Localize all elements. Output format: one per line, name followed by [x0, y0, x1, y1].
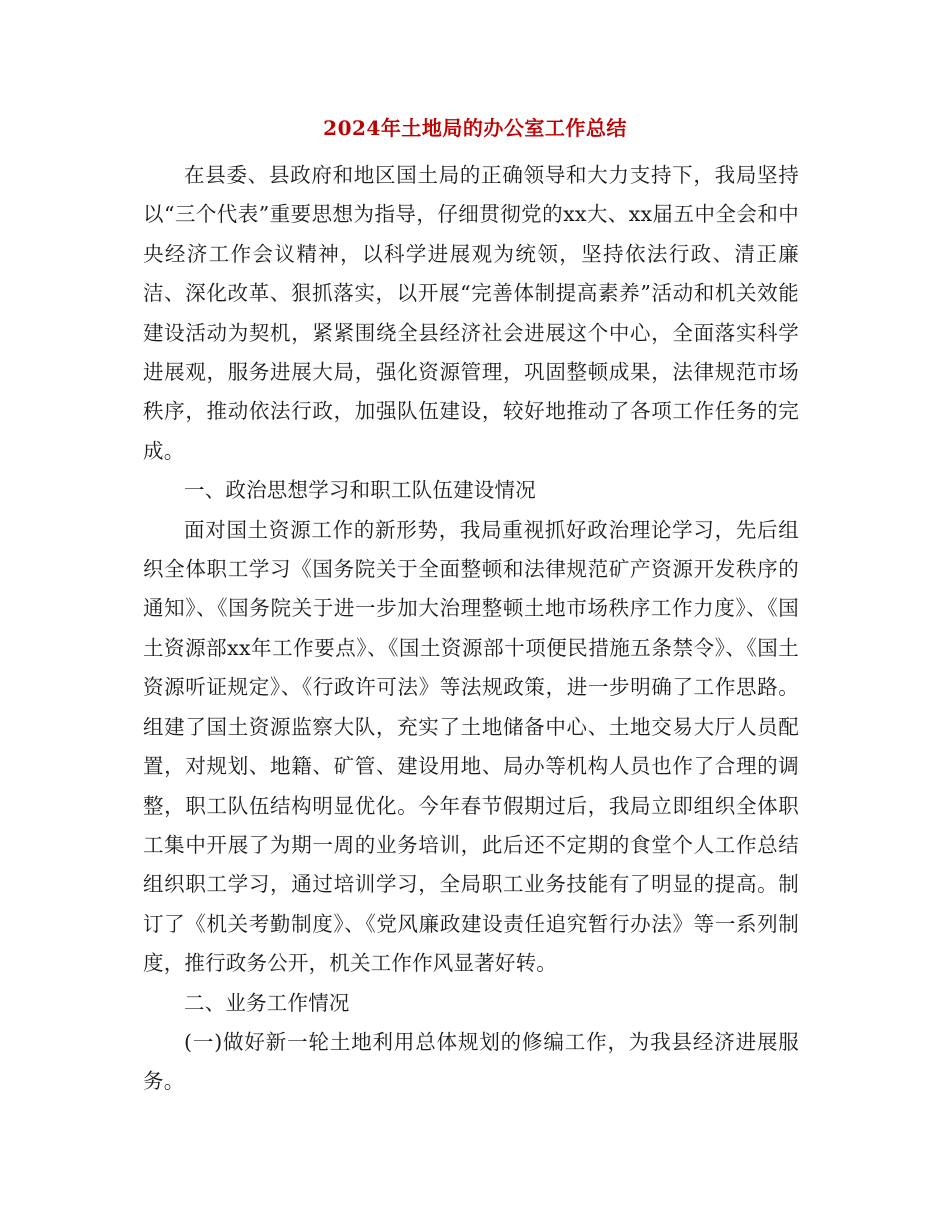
- section-1-paragraph: 面对国土资源工作的新形势，我局重视抓好政治理论学习，先后组织全体职工学习《国务院关于全面整顿和法律规范矿产资源开发秩序的通知》、《国务院关于进一步加大治理整顿土地市场秩序工作力度》、《国土资源部xx年工作要点》、《国土资源部十项便民措施五条禁令》、《国土资源听证规定》、《行政许可法》等法规政策，进一步明确了工作思路。组建了国土资源监察大队，充实了土地储备中心、土地交易大厅人员配置，对规划、地籍、矿管、建设用地、局办等机构人员也作了合理的调整，职工队伍结构明显优化。今年春节假期过后，我局立即组织全体职工集中开展了为期一周的业务培训，此后还不定期的食堂个人工作总结组织职工学习，通过培训学习，全局职工业务技能有了明显的提高。制订了《机关考勤制度》、《党风廉政建设责任追究暂行办法》等一系列制度，推行政务公开，机关工作作风显著好转。: [143, 517, 799, 976]
- intro-paragraph: 在县委、县政府和地区国土局的正确领导和大力支持下，我局坚持以“三个代表”重要思想为指导，仔细贯彻党的xx大、xx届五中全会和中央经济工作会议精神，以科学进展观为统领，坚持依法行政、清正廉洁、深化改革、狠抓落实，以开展“完善体制提高素养”活动和机关效能建设活动为契机，紧紧围绕全县经济社会进展这个中心，全面落实科学进展观，服务进展大局，强化资源管理，巩固整顿成果，法律规范市场秩序，推动依法行政，加强队伍建设，较好地推动了各项工作任务的完成。: [143, 163, 799, 463]
- document-title: 2024年土地局的办公室工作总结: [323, 116, 627, 140]
- subsection-1-heading: (一)做好新一轮土地利用总体规划的修编工作，为我县经济进展服务。: [143, 1029, 799, 1094]
- section-heading-1: 一、政治思想学习和职工队伍建设情况: [184, 478, 536, 503]
- section-heading-2: 二、业务工作情况: [184, 990, 350, 1015]
- document-body: [143, 156, 799, 1102]
